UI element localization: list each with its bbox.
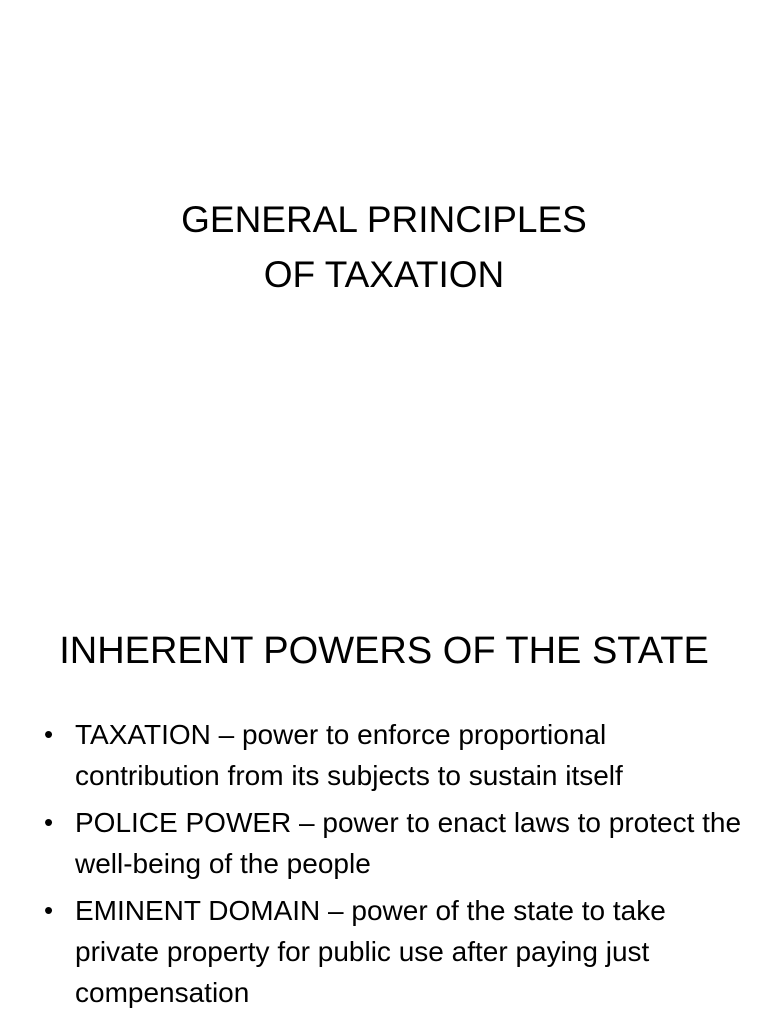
bullet-item-taxation [44, 714, 744, 796]
bullet-text: EMINENT DOMAIN – power of the state to take private property for public use after paying just compensation [75, 895, 666, 1008]
bullet-icon: • [44, 895, 54, 925]
bullet-text: TAXATION – power to enforce proportional contribution from its subjects to sustain itself [75, 719, 623, 791]
bullet-icon: • [44, 719, 54, 749]
section-heading: INHERENT POWERS OF THE STATE [59, 630, 709, 672]
bullet-item-eminent-domain [44, 890, 744, 1013]
title-line-1: GENERAL PRINCIPLES [181, 199, 587, 240]
bullet-item-police-power [44, 802, 744, 884]
bullet-text: POLICE POWER – power to enact laws to protect the well-being of the people [75, 807, 742, 879]
bullet-list [44, 714, 744, 1019]
bullet-icon: • [44, 807, 54, 837]
content-slide [0, 576, 768, 1024]
document-title [0, 192, 768, 302]
title-line-2: OF TAXATION [263, 254, 505, 295]
